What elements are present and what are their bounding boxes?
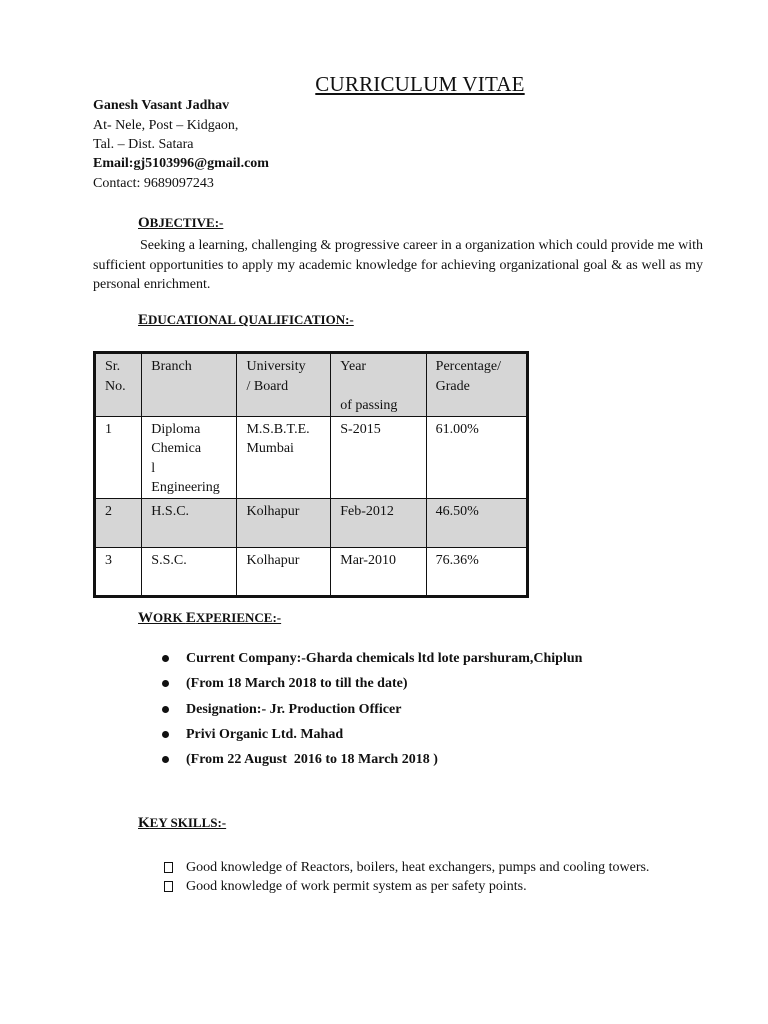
table-cell <box>237 498 331 547</box>
list-item <box>162 648 582 673</box>
cell-university: M.S.B.T.E. Mumbai <box>246 421 310 456</box>
header-sr-no: Sr. No. <box>105 359 126 394</box>
work-item-text: (From 22 August 2016 to 18 March 2018 ) <box>186 752 438 768</box>
cell-percentage: 46.50% <box>435 503 479 519</box>
objective-heading-rest: BJECTIVE:- <box>149 215 224 230</box>
cell-sr: 2 <box>105 503 112 519</box>
page-title: CURRICULUM VITAE <box>315 72 525 96</box>
cell-branch: H.S.C. <box>151 503 190 519</box>
table-cell <box>237 547 331 596</box>
work-heading <box>138 610 281 627</box>
table-cell <box>426 416 527 498</box>
education-heading-initial: E <box>138 312 149 328</box>
table-cell <box>142 498 237 547</box>
skills-heading-initial: K <box>138 815 150 831</box>
bullet-icon <box>162 706 169 713</box>
header-cell <box>95 353 142 417</box>
cell-year: S-2015 <box>340 421 381 437</box>
bullet-icon <box>162 731 169 738</box>
address-line-2: Tal. – Dist. Satara <box>93 137 194 152</box>
bullet-icon <box>162 655 169 662</box>
work-item-text: Privi Organic Ltd. Mahad <box>186 726 344 742</box>
work-heading-initial-2: E <box>185 610 196 626</box>
header-university: University / Board <box>246 359 306 394</box>
table-cell <box>237 416 331 498</box>
table-cell <box>331 498 426 547</box>
cell-sr: 3 <box>105 552 112 568</box>
cell-branch: Diploma Chemica l Engineering <box>151 421 220 495</box>
education-heading <box>138 312 354 329</box>
skills-list <box>162 858 649 896</box>
work-item-text: Designation:- Jr. Production Officer <box>186 701 402 717</box>
header-cell <box>237 353 331 417</box>
list-item <box>162 877 649 896</box>
address-line-1: At- Nele, Post – Kidgaon, <box>93 118 239 133</box>
skills-heading-rest: EY SKILLS:- <box>149 815 227 830</box>
skill-item-text: Good knowledge of Reactors, boilers, heat exchangers, pumps and cooling towers. <box>186 860 650 875</box>
table-row <box>95 547 528 596</box>
work-item-text: (From 18 March 2018 to till the date) <box>186 676 408 692</box>
table-cell <box>95 498 142 547</box>
education-heading-rest: DUCATIONAL QUALIFICATION:- <box>148 312 354 327</box>
header-percentage: Percentage/ Grade <box>435 359 501 394</box>
cell-university: Kolhapur <box>246 503 300 519</box>
candidate-name: Ganesh Vasant Jadhav <box>93 98 230 113</box>
table-header-row <box>95 353 528 417</box>
cell-year: Mar-2010 <box>340 552 396 568</box>
skill-item-text: Good knowledge of work permit system as per safety points. <box>186 879 527 894</box>
table-cell <box>142 416 237 498</box>
bullet-icon <box>162 756 169 763</box>
skills-heading <box>138 815 226 832</box>
table-cell <box>95 547 142 596</box>
contact: Contact: 9689097243 <box>93 176 214 191</box>
table-row <box>95 416 528 498</box>
table-cell <box>95 416 142 498</box>
cell-university: Kolhapur <box>246 552 300 568</box>
table-cell <box>331 416 426 498</box>
cell-percentage: 61.00% <box>435 421 479 437</box>
checkbox-bullet-icon <box>164 881 173 892</box>
work-heading-initial: W <box>138 610 153 626</box>
list-item <box>162 699 582 724</box>
table-cell <box>426 547 527 596</box>
bullet-icon <box>162 680 169 687</box>
cell-branch: S.S.C. <box>151 552 187 568</box>
table-cell <box>142 547 237 596</box>
work-item-text: Current Company:-Gharda chemicals ltd lote parshuram,Chiplun <box>186 651 583 666</box>
cell-year: Feb-2012 <box>340 503 394 519</box>
objective-heading-initial: O <box>138 215 150 231</box>
list-item <box>162 724 582 749</box>
header-cell <box>142 353 237 417</box>
work-heading-part: ORK <box>153 610 186 625</box>
list-item <box>162 858 649 877</box>
objective-text: Seeking a learning, challenging & progressive career in a organization which could provide me with sufficient opportunities to apply my academic knowledge for achieving organizational goal & as well as my personal enrichment. <box>93 238 703 292</box>
list-item <box>162 673 582 698</box>
cell-sr: 1 <box>105 421 112 437</box>
table-row <box>95 498 528 547</box>
work-list <box>162 648 582 774</box>
work-heading-rest: XPERIENCE:- <box>195 610 282 625</box>
list-item <box>162 749 582 774</box>
checkbox-bullet-icon <box>164 862 173 873</box>
table-cell <box>331 547 426 596</box>
header-cell <box>426 353 527 417</box>
header-year: Year of passing <box>340 359 398 413</box>
cell-percentage: 76.36% <box>435 552 479 568</box>
header-branch: Branch <box>151 359 192 374</box>
table-cell <box>426 498 527 547</box>
header-cell <box>331 353 426 417</box>
education-table <box>93 351 529 598</box>
email: Email:gj5103996@gmail.com <box>93 156 269 171</box>
objective-heading <box>138 215 223 232</box>
